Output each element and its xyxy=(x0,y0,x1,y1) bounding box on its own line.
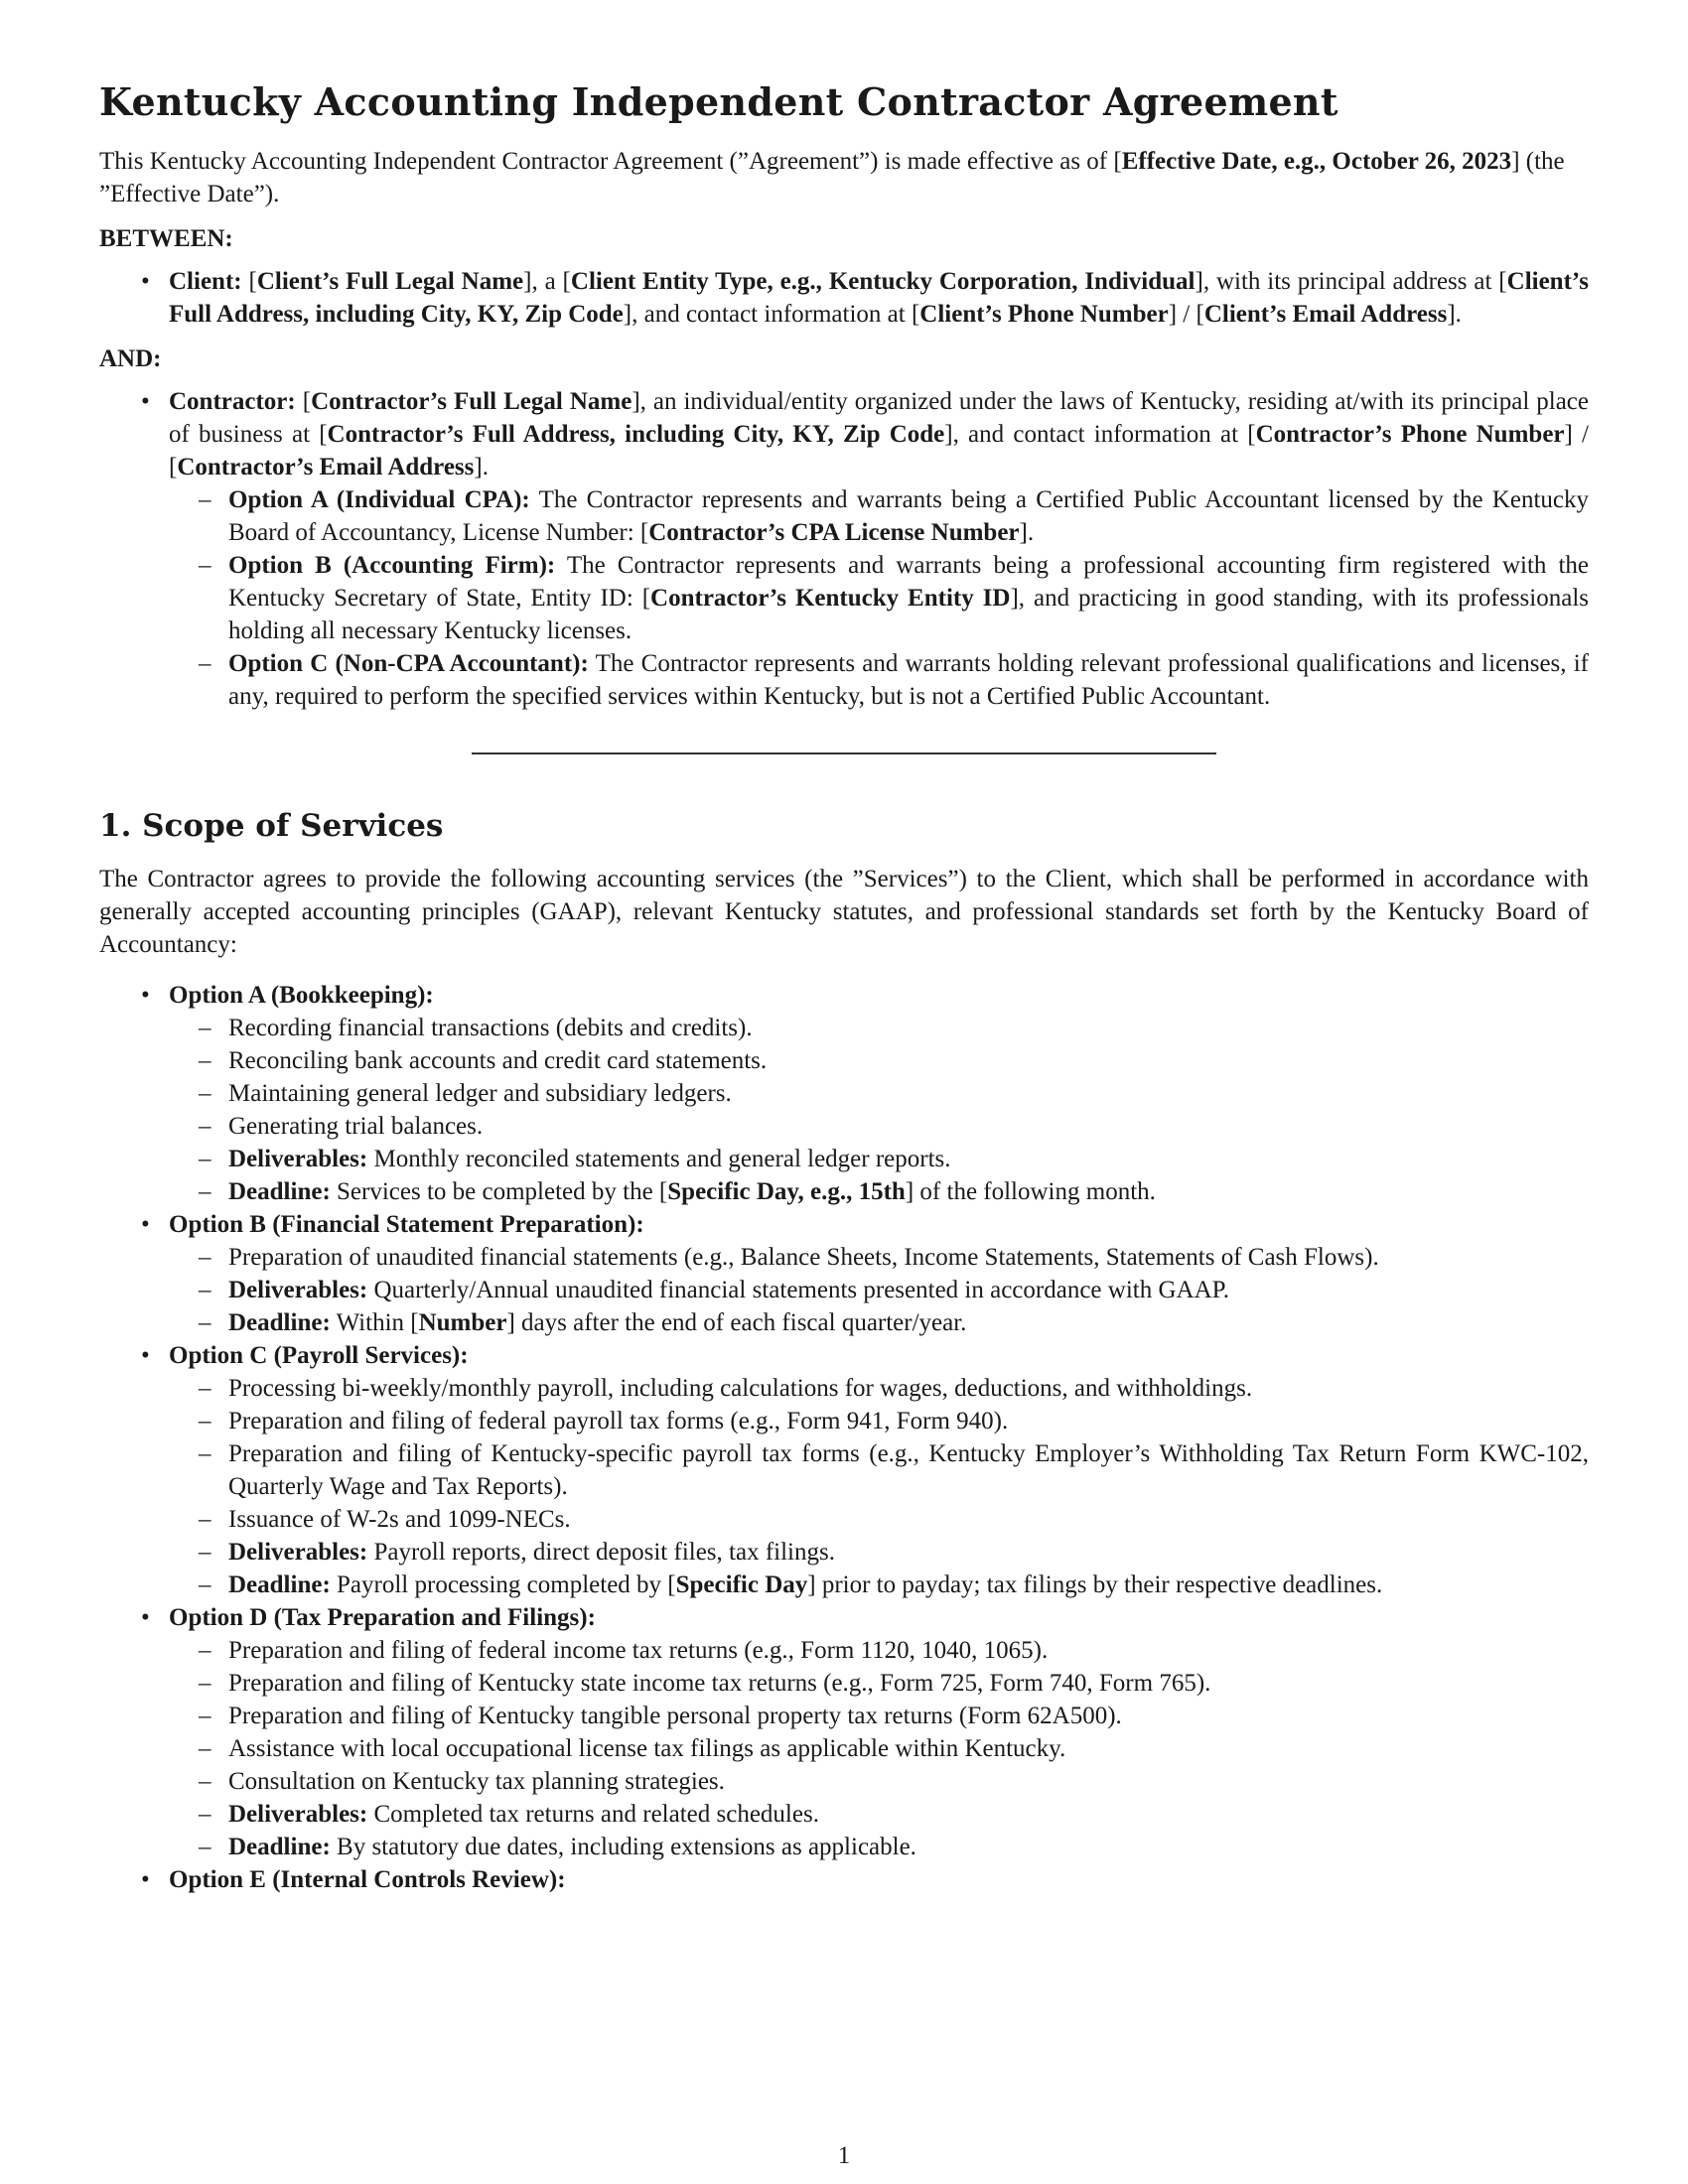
contractor-option-c: – Option C (Non-CPA Accountant): The Contractor represents and warrants holding relevant professional qualifications and licenses, if any, required to perform the specified services within Kentucky, but is not a Certified Public Accountant. xyxy=(228,647,1589,713)
list-item: – Assistance with local occupational license tax filings as applicable within Kentucky. xyxy=(228,1732,1589,1765)
section-1-intro: The Contractor agrees to provide the following accounting services (the ”Services”) to the Client, which shall be performed in accordance with generally accepted accounting principles (GAAP), relevant Kentucky statutes, and professional standards set forth by the Kentucky Board of Accountancy: xyxy=(99,865,1589,958)
deliverables-item: – Deliverables: Monthly reconciled statements and general ledger reports. xyxy=(228,1143,1589,1175)
list-item: – Recording financial transactions (debits and credits). xyxy=(228,1012,1589,1044)
service-option-c: • Option C (Payroll Services): – Processing bi-weekly/monthly payroll, including calculations for wages, deductions, and withholdings. – Preparation and filing of federal payroll tax forms (e.g., Form 941, Form 940). – Preparation and filing of Kentucky-specific payroll tax forms (e.g., Kentucky Employer’s Withholding Tax Return Form KWC-102, Quarterly Wage and Tax Reports). – Issuance of W-2s and 1099-NECs. – Deliverables: Payroll reports, direct deposit files, tax filings. – Deadline: Payroll processing completed by [Specific Day] prior to payday; tax filings by their respective deadlines. xyxy=(169,1339,1589,1601)
list-item: – Preparation and filing of federal income tax returns (e.g., Form 1120, 1040, 1065). xyxy=(228,1634,1589,1667)
contractor-phone-placeholder: Contractor’s Phone Number xyxy=(1255,420,1565,448)
contractor-name-placeholder: Contractor’s Full Legal Name xyxy=(311,387,633,415)
deliverables-item: – Deliverables: Quarterly/Annual unaudited financial statements presented in accordance with GAAP. xyxy=(228,1274,1589,1306)
list-item: – Issuance of W-2s and 1099-NECs. xyxy=(228,1503,1589,1536)
service-option-a: • Option A (Bookkeeping): – Recording financial transactions (debits and credits). – Reconciling bank accounts and credit card statements. – Maintaining general ledger and subsidiary ledgers. – Generating trial balances. – Deliverables: Monthly reconciled statements and general ledger reports. – Deadline: Services to be completed by the [Specific Day, e.g., 15th] of the following month. xyxy=(169,979,1589,1208)
contractor-address-placeholder: Contractor’s Full Address, including City, KY, Zip Code xyxy=(327,420,945,448)
contractor-party: • Contractor: [Contractor’s Full Legal Name], an individual/entity organized under the laws of Kentucky, residing at/with its principal place of business at [Contractor’s Full Address, including City, KY, Zip Code], and contact information at [Contractor’s Phone Number] / [Contractor’s Email Address]. – Option A (Individual CPA): The Contractor represents and warrants being a Certified Public Accountant licensed by the Kentucky Board of Accountancy, License Number: [Contractor’s CPA License Number]. – Option B (Accounting Firm): The Contractor represents and warrants being a professional accounting firm registered with the Kentucky Secretary of State, Entity ID: [Contractor’s Kentucky Entity ID], and practicing in good standing, with its professionals holding all necessary Kentucky licenses. – Option C (Non-CPA Accountant): The Contractor represents and warrants holding relevant professional qualifications and licenses, if any, required to perform the specified services within Kentucky, but is not a Certified Public Accountant. xyxy=(169,385,1589,713)
list-item: – Maintaining general ledger and subsidiary ledgers. xyxy=(228,1077,1589,1110)
section-divider xyxy=(472,752,1216,754)
client-label: Client: xyxy=(169,267,242,295)
deliverables-item: – Deliverables: Completed tax returns and related schedules. xyxy=(228,1798,1589,1831)
cpa-license-placeholder: Contractor’s CPA License Number xyxy=(648,518,1020,546)
client-phone-placeholder: Client’s Phone Number xyxy=(919,300,1169,328)
list-item: – Preparation and filing of Kentucky-specific payroll tax forms (e.g., Kentucky Employer’s Withholding Tax Return Form KWC-102, Quarterly Wage and Tax Reports). xyxy=(228,1437,1589,1503)
service-option-d: • Option D (Tax Preparation and Filings): – Preparation and filing of federal income tax returns (e.g., Form 1120, 1040, 1065). – Preparation and filing of Kentucky state income tax returns (e.g., Form 725, Form 740, Form 765). – Preparation and filing of Kentucky tangible personal property tax returns (Form 62A500). – Assistance with local occupational license tax filings as applicable within Kentucky. – Consultation on Kentucky tax planning strategies. – Deliverables: Completed tax returns and related schedules. – Deadline: By statutory due dates, including extensions as applicable. xyxy=(169,1601,1589,1863)
deadline-item: – Deadline: By statutory due dates, including extensions as applicable. xyxy=(228,1831,1589,1863)
contractor-label: Contractor: xyxy=(169,387,296,415)
contractor-options xyxy=(169,483,1589,713)
deadline-item: – Deadline: Within [Number] days after the end of each fiscal quarter/year. xyxy=(228,1306,1589,1339)
service-option-b: • Option B (Financial Statement Preparation): – Preparation of unaudited financial statements (e.g., Balance Sheets, Income Statements, Statements of Cash Flows). – Deliverables: Quarterly/Annual unaudited financial statements presented in accordance with GAAP. – Deadline: Within [Number] days after the end of each fiscal quarter/year. xyxy=(169,1208,1589,1339)
list-item: – Preparation and filing of federal payroll tax forms (e.g., Form 941, Form 940). xyxy=(228,1405,1589,1437)
effective-date-placeholder: Effective Date, e.g., October 26, 2023 xyxy=(1121,147,1512,175)
client-entity-type-placeholder: Client Entity Type, e.g., Kentucky Corporation, Individual xyxy=(570,267,1196,295)
section-1-title: 1. Scope of Services xyxy=(99,807,444,844)
page-number: 1 xyxy=(837,2142,851,2169)
document-title: Kentucky Accounting Independent Contractor Agreement xyxy=(99,79,1338,124)
service-option-e: • Option E (Internal Controls Review): xyxy=(169,1863,1589,1896)
deliverables-item: – Deliverables: Payroll reports, direct deposit files, tax filings. xyxy=(228,1536,1589,1569)
intro-paragraph: This Kentucky Accounting Independent Contractor Agreement (”Agreement”) is made effective as of [Effective Date, e.g., October 26, 2023] (the ”Effective Date”). xyxy=(99,147,1565,207)
client-address-placeholder: Client’s Full Address, including City, KY, Zip Code xyxy=(169,267,1590,328)
entity-id-placeholder: Contractor’s Kentucky Entity ID xyxy=(650,584,1011,612)
client-name-placeholder: Client’s Full Legal Name xyxy=(256,267,524,295)
list-item: – Consultation on Kentucky tax planning strategies. xyxy=(228,1765,1589,1798)
contractor-option-b: – Option B (Accounting Firm): The Contractor represents and warrants being a professional accounting firm registered with the Kentucky Secretary of State, Entity ID: [Contractor’s Kentucky Entity ID], and practicing in good standing, with its professionals holding all necessary Kentucky licenses. xyxy=(228,549,1589,647)
contractor-option-a: – Option A (Individual CPA): The Contractor represents and warrants being a Certified Public Accountant licensed by the Kentucky Board of Accountancy, License Number: [Contractor’s CPA License Number]. xyxy=(228,483,1589,549)
document-page xyxy=(99,79,1589,1908)
contractor-email-placeholder: Contractor’s Email Address xyxy=(177,453,475,480)
deadline-item: – Deadline: Services to be completed by the [Specific Day, e.g., 15th] of the following month. xyxy=(228,1175,1589,1208)
deadline-item: – Deadline: Payroll processing completed by [Specific Day] prior to payday; tax filings by their respective deadlines. xyxy=(228,1569,1589,1601)
contractor-list xyxy=(99,385,1589,713)
and-heading: AND: xyxy=(99,344,162,372)
client-party: • Client: [Client’s Full Legal Name], a [Client Entity Type, e.g., Kentucky Corporation, Individual], with its principal address at [Client’s Full Address, including City, KY, Zip Code], and contact information at [Client’s Phone Number] / [Client’s Email Address]. xyxy=(169,265,1589,331)
list-item: – Generating trial balances. xyxy=(228,1110,1589,1143)
list-item: – Preparation and filing of Kentucky state income tax returns (e.g., Form 725, Form 740, Form 765). xyxy=(228,1667,1589,1700)
client-email-placeholder: Client’s Email Address xyxy=(1203,300,1448,328)
list-item: – Processing bi-weekly/monthly payroll, including calculations for wages, deductions, and withholdings. xyxy=(228,1372,1589,1405)
list-item: – Preparation of unaudited financial statements (e.g., Balance Sheets, Income Statements, Statements of Cash Flows). xyxy=(228,1241,1589,1274)
list-item: – Reconciling bank accounts and credit card statements. xyxy=(228,1044,1589,1077)
between-heading: BETWEEN: xyxy=(99,224,233,252)
client-list xyxy=(99,265,1589,331)
services-options-list xyxy=(99,979,1589,1896)
list-item: – Preparation and filing of Kentucky tangible personal property tax returns (Form 62A500). xyxy=(228,1700,1589,1732)
